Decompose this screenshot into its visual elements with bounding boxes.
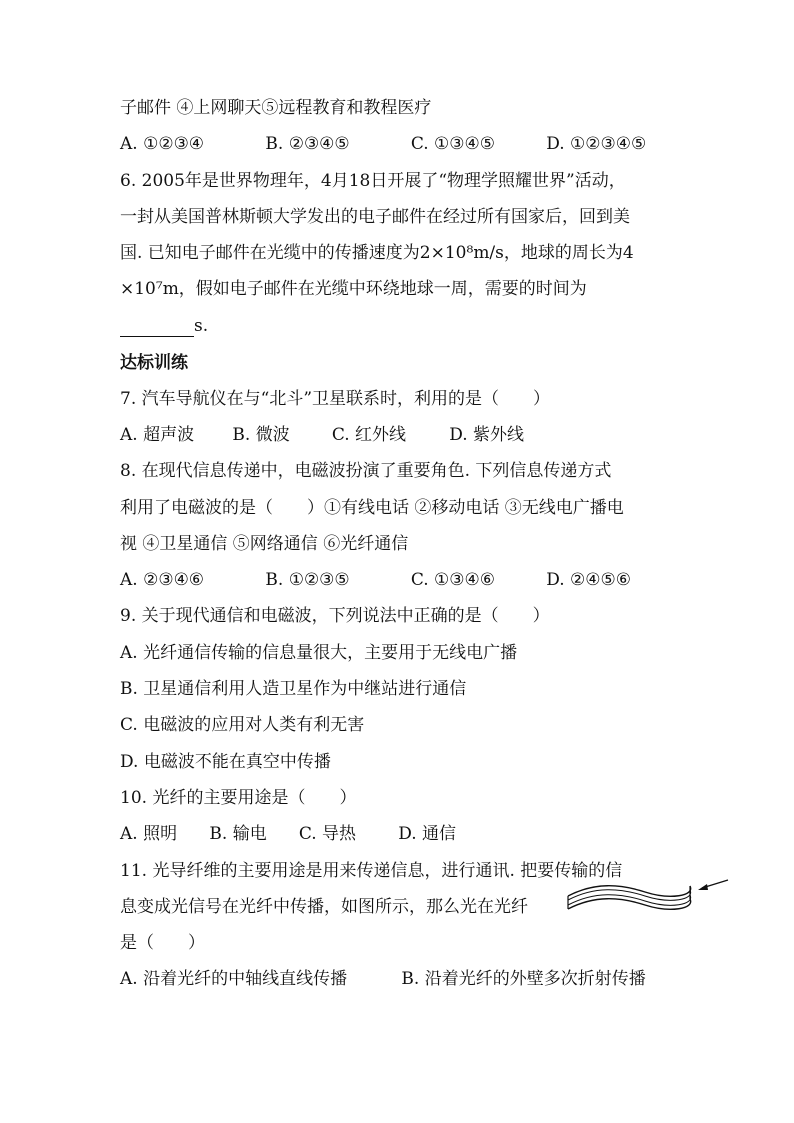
q9-option-b: B. 卫星通信利用人造卫星作为中继站进行通信 [120,679,467,699]
answer-blank [120,320,194,337]
q7-stem: 7. 汽车导航仪在与“北斗”卫星联系时，利用的是（ ） [120,389,551,409]
q5-option-c: C. ①③④⑤ [410,134,495,154]
q9-option-a: A. 光纤通信传输的信息量很大，主要用于无线电广播 [120,643,518,663]
q5-options [120,133,646,155]
q5-option-d: D. ①②③④⑤ [546,134,647,154]
q5-option-b: B. ②③④⑤ [265,134,350,154]
q7-option-b: B. 微波 [232,425,290,445]
q10-option-a: A. 照明 [120,824,178,844]
q7-options [120,424,524,446]
q6-line-2: 一封从美国普林斯顿大学发出的电子邮件在经过所有国家后，回到美 [120,207,630,227]
q7-option-c: C. 红外线 [331,425,407,445]
q8-option-d: D. ②④⑤⑥ [546,570,632,590]
optical-fiber-figure [560,876,730,926]
q8-line-1: 8. 在现代信息传递中，电磁波扮演了重要角色. 下列信息传递方式 [120,461,612,481]
q10-options [120,823,456,845]
section-title: 达标训练 [120,353,188,373]
text-line-1: 子邮件 ④上网聊天⑤远程教育和教程医疗 [120,98,432,118]
q9-option-c: C. 电磁波的应用对人类有利无害 [120,715,365,735]
q11-line-1: 11. 光导纤维的主要用途是用来传递信息，进行通讯. 把要传输的信 [120,861,623,881]
q11-line-2: 息变成光信号在光纤中传播，如图所示，那么光在光纤 [120,897,528,917]
q6-unit: s. [194,316,209,336]
fiber-inner-top [568,890,691,901]
fiber-outer-top [568,886,691,897]
q8-line-2: 利用了电磁波的是（ ）①有线电话 ②移动电话 ③无线电广播电 [120,498,624,518]
q9-option-d: D. 电磁波不能在真空中传播 [120,752,331,772]
q8-option-a: A. ②③④⑥ [120,570,205,590]
q11-option-a: A. 沿着光纤的中轴线直线传播 [120,969,348,989]
q11-option-b: B. 沿着光纤的外壁多次折射传播 [401,969,646,989]
q11-options [120,968,646,990]
q7-option-d: D. 紫外线 [449,425,525,445]
q10-option-b: B. 输电 [209,824,267,844]
q11-line-3: 是（ ） [120,933,205,953]
q8-option-b: B. ①②③⑤ [265,570,350,590]
q6-line-4: ×10⁷m，假如电子邮件在光缆中环绕地球一周，需要的时间为 [120,279,587,299]
q10-option-d: D. 通信 [398,824,457,844]
q8-line-3: 视 ④卫星通信 ⑤网络通信 ⑥光纤通信 [120,534,409,554]
q8-option-c: C. ①③④⑥ [410,570,495,590]
q7-option-a: A. 超声波 [120,425,195,445]
q10-stem: 10. 光纤的主要用途是（ ） [120,788,357,808]
q10-option-c: C. 导热 [298,824,357,844]
q9-stem: 9. 关于现代通信和电磁波，下列说法中正确的是（ ） [120,606,550,626]
q5-option-a: A. ①②③④ [120,134,205,154]
q6-line-5 [120,315,208,337]
q6-line-3: 国. 已知电子邮件在光缆中的传播速度为2×10⁸m/s，地球的周长为4 [120,243,634,263]
light-arrow-head [698,884,708,890]
q8-options [120,569,631,591]
q6-line-1: 6. 2005年是世界物理年，4月18日开展了“物理学照耀世界”活动， [120,171,626,191]
